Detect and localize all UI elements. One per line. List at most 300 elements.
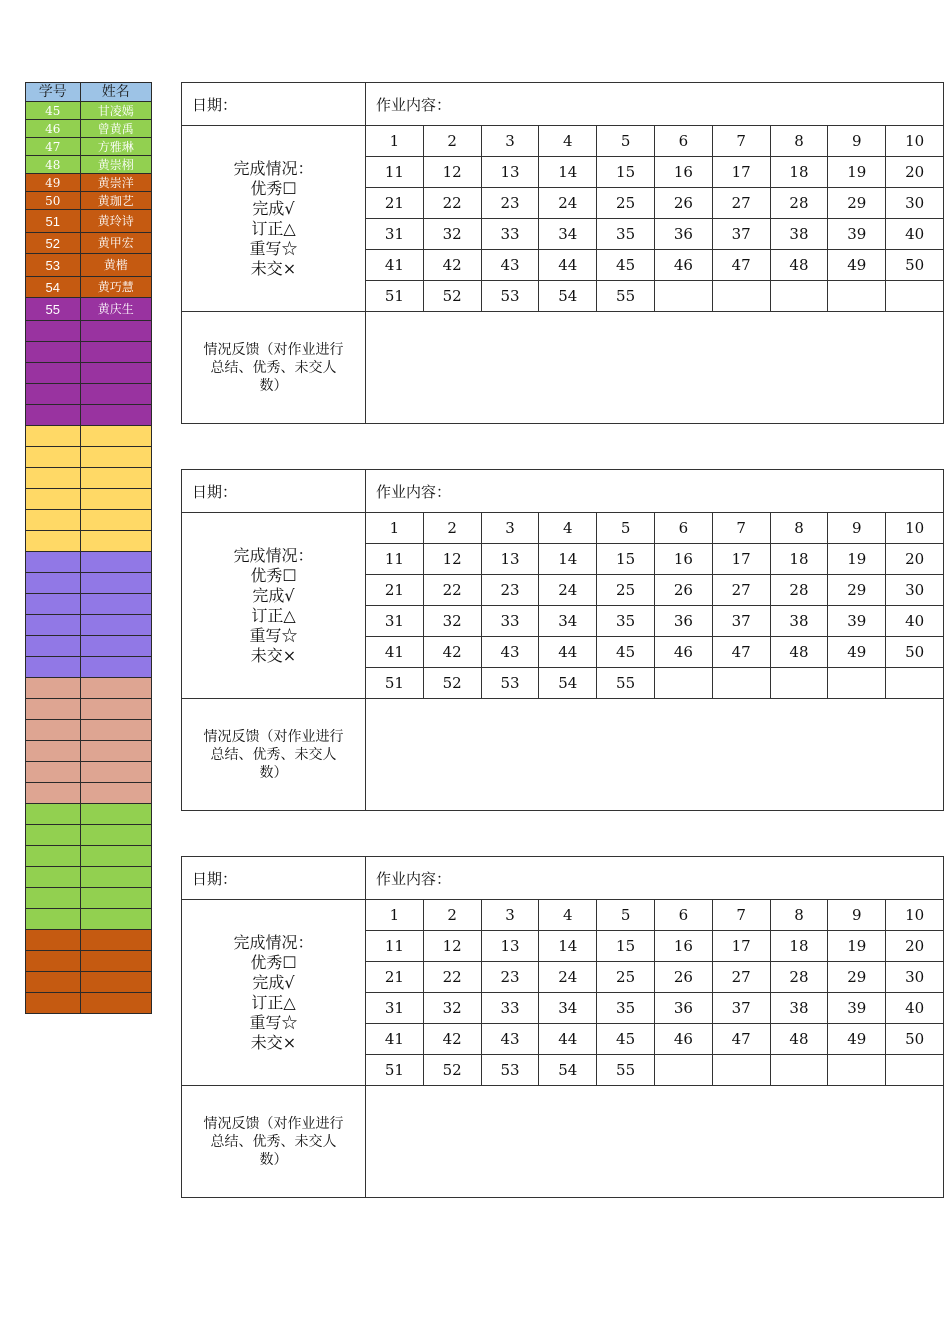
student-number-cell[interactable]: 17 bbox=[712, 157, 770, 188]
student-number-cell[interactable]: 54 bbox=[539, 668, 597, 699]
student-number-cell[interactable]: 12 bbox=[423, 931, 481, 962]
student-number-cell[interactable]: 3 bbox=[481, 900, 539, 931]
student-number-cell[interactable]: 55 bbox=[597, 1055, 655, 1086]
empty-id-cell[interactable] bbox=[26, 825, 81, 846]
feedback-input-area[interactable] bbox=[366, 1086, 944, 1198]
empty-id-cell[interactable] bbox=[26, 510, 81, 531]
student-number-cell[interactable]: 22 bbox=[423, 188, 481, 219]
student-number-cell[interactable]: 35 bbox=[597, 219, 655, 250]
student-number-cell[interactable]: 3 bbox=[481, 126, 539, 157]
student-number-cell[interactable]: 38 bbox=[770, 219, 828, 250]
student-number-cell[interactable]: 31 bbox=[366, 219, 424, 250]
student-number-cell[interactable]: 45 bbox=[597, 1024, 655, 1055]
student-number-cell[interactable]: 54 bbox=[539, 281, 597, 312]
student-number-cell[interactable]: 6 bbox=[654, 126, 712, 157]
student-number-cell[interactable]: 47 bbox=[712, 250, 770, 281]
student-number-cell[interactable]: 15 bbox=[597, 157, 655, 188]
student-number-cell[interactable]: 18 bbox=[770, 931, 828, 962]
student-number-cell[interactable]: 51 bbox=[366, 668, 424, 699]
roster-empty-row[interactable] bbox=[26, 846, 152, 867]
empty-id-cell[interactable] bbox=[26, 762, 81, 783]
roster-empty-row[interactable] bbox=[26, 636, 152, 657]
student-number-cell[interactable]: 53 bbox=[481, 1055, 539, 1086]
roster-empty-row[interactable] bbox=[26, 951, 152, 972]
roster-empty-row[interactable] bbox=[26, 405, 152, 426]
empty-id-cell[interactable] bbox=[26, 867, 81, 888]
student-number-cell[interactable]: 21 bbox=[366, 575, 424, 606]
roster-row[interactable] bbox=[26, 277, 152, 298]
student-number-cell[interactable]: 39 bbox=[828, 993, 886, 1024]
empty-name-cell[interactable] bbox=[80, 657, 151, 678]
roster-empty-row[interactable] bbox=[26, 342, 152, 363]
student-number-cell[interactable]: 1 bbox=[366, 513, 424, 544]
empty-name-cell[interactable] bbox=[80, 993, 151, 1014]
student-number-cell[interactable]: 2 bbox=[423, 900, 481, 931]
student-number-cell[interactable]: 27 bbox=[712, 575, 770, 606]
student-number-cell[interactable]: 21 bbox=[366, 962, 424, 993]
roster-empty-row[interactable] bbox=[26, 972, 152, 993]
student-number-cell[interactable]: 7 bbox=[712, 513, 770, 544]
student-number-cell[interactable]: 26 bbox=[654, 575, 712, 606]
student-number-cell[interactable]: 23 bbox=[481, 575, 539, 606]
empty-id-cell[interactable] bbox=[26, 573, 81, 594]
empty-name-cell[interactable] bbox=[80, 342, 151, 363]
student-number-cell[interactable]: 50 bbox=[886, 250, 944, 281]
empty-id-cell[interactable] bbox=[26, 951, 81, 972]
roster-empty-row[interactable] bbox=[26, 783, 152, 804]
empty-id-cell[interactable] bbox=[26, 552, 81, 573]
empty-number-cell[interactable] bbox=[828, 1055, 886, 1086]
roster-row[interactable] bbox=[26, 102, 152, 120]
empty-name-cell[interactable] bbox=[80, 426, 151, 447]
empty-id-cell[interactable] bbox=[26, 930, 81, 951]
student-number-cell[interactable]: 23 bbox=[481, 188, 539, 219]
student-number-cell[interactable]: 22 bbox=[423, 575, 481, 606]
student-number-cell[interactable]: 31 bbox=[366, 606, 424, 637]
student-number-cell[interactable]: 26 bbox=[654, 188, 712, 219]
empty-id-cell[interactable] bbox=[26, 699, 81, 720]
empty-name-cell[interactable] bbox=[80, 636, 151, 657]
student-number-cell[interactable]: 5 bbox=[597, 900, 655, 931]
student-number-cell[interactable]: 44 bbox=[539, 250, 597, 281]
empty-id-cell[interactable] bbox=[26, 615, 81, 636]
student-number-cell[interactable]: 36 bbox=[654, 219, 712, 250]
empty-name-cell[interactable] bbox=[80, 573, 151, 594]
student-number-cell[interactable]: 43 bbox=[481, 1024, 539, 1055]
date-field[interactable] bbox=[182, 83, 366, 126]
student-number-cell[interactable]: 48 bbox=[770, 1024, 828, 1055]
roster-empty-row[interactable] bbox=[26, 867, 152, 888]
empty-id-cell[interactable] bbox=[26, 468, 81, 489]
student-number-cell[interactable]: 29 bbox=[828, 188, 886, 219]
date-field[interactable] bbox=[182, 470, 366, 513]
student-number-cell[interactable]: 39 bbox=[828, 219, 886, 250]
roster-empty-row[interactable] bbox=[26, 321, 152, 342]
roster-empty-row[interactable] bbox=[26, 762, 152, 783]
student-number-cell[interactable]: 1 bbox=[366, 900, 424, 931]
empty-id-cell[interactable] bbox=[26, 657, 81, 678]
empty-name-cell[interactable] bbox=[80, 930, 151, 951]
empty-name-cell[interactable] bbox=[80, 909, 151, 930]
student-number-cell[interactable]: 47 bbox=[712, 1024, 770, 1055]
roster-row[interactable] bbox=[26, 138, 152, 156]
student-number-cell[interactable]: 9 bbox=[828, 126, 886, 157]
empty-name-cell[interactable] bbox=[80, 615, 151, 636]
student-number-cell[interactable]: 38 bbox=[770, 606, 828, 637]
empty-id-cell[interactable] bbox=[26, 405, 81, 426]
empty-name-cell[interactable] bbox=[80, 678, 151, 699]
student-number-cell[interactable]: 8 bbox=[770, 513, 828, 544]
empty-id-cell[interactable] bbox=[26, 447, 81, 468]
empty-id-cell[interactable] bbox=[26, 741, 81, 762]
roster-empty-row[interactable] bbox=[26, 930, 152, 951]
empty-number-cell[interactable] bbox=[828, 281, 886, 312]
student-number-cell[interactable]: 18 bbox=[770, 544, 828, 575]
student-number-cell[interactable]: 39 bbox=[828, 606, 886, 637]
student-number-cell[interactable]: 28 bbox=[770, 188, 828, 219]
student-number-cell[interactable]: 27 bbox=[712, 188, 770, 219]
student-number-cell[interactable]: 9 bbox=[828, 900, 886, 931]
student-number-cell[interactable]: 53 bbox=[481, 281, 539, 312]
student-number-cell[interactable]: 47 bbox=[712, 637, 770, 668]
student-number-cell[interactable]: 42 bbox=[423, 1024, 481, 1055]
empty-id-cell[interactable] bbox=[26, 363, 81, 384]
roster-empty-row[interactable] bbox=[26, 741, 152, 762]
student-number-cell[interactable]: 52 bbox=[423, 668, 481, 699]
student-number-cell[interactable]: 14 bbox=[539, 157, 597, 188]
empty-name-cell[interactable] bbox=[80, 825, 151, 846]
student-number-cell[interactable]: 12 bbox=[423, 544, 481, 575]
student-number-cell[interactable]: 24 bbox=[539, 962, 597, 993]
student-number-cell[interactable]: 49 bbox=[828, 1024, 886, 1055]
student-number-cell[interactable]: 55 bbox=[597, 668, 655, 699]
empty-id-cell[interactable] bbox=[26, 531, 81, 552]
student-number-cell[interactable]: 28 bbox=[770, 962, 828, 993]
student-number-cell[interactable]: 4 bbox=[539, 126, 597, 157]
student-number-cell[interactable]: 41 bbox=[366, 250, 424, 281]
student-number-cell[interactable]: 25 bbox=[597, 188, 655, 219]
student-number-cell[interactable]: 14 bbox=[539, 544, 597, 575]
roster-empty-row[interactable] bbox=[26, 678, 152, 699]
student-number-cell[interactable]: 25 bbox=[597, 575, 655, 606]
student-number-cell[interactable]: 44 bbox=[539, 637, 597, 668]
student-number-cell[interactable]: 2 bbox=[423, 126, 481, 157]
empty-name-cell[interactable] bbox=[80, 489, 151, 510]
student-number-cell[interactable]: 19 bbox=[828, 544, 886, 575]
student-number-cell[interactable]: 31 bbox=[366, 993, 424, 1024]
student-number-cell[interactable]: 54 bbox=[539, 1055, 597, 1086]
student-number-cell[interactable]: 4 bbox=[539, 900, 597, 931]
student-number-cell[interactable]: 20 bbox=[886, 544, 944, 575]
roster-empty-row[interactable] bbox=[26, 657, 152, 678]
student-number-cell[interactable]: 16 bbox=[654, 544, 712, 575]
student-number-cell[interactable]: 22 bbox=[423, 962, 481, 993]
empty-name-cell[interactable] bbox=[80, 804, 151, 825]
student-number-cell[interactable]: 16 bbox=[654, 157, 712, 188]
student-number-cell[interactable]: 15 bbox=[597, 544, 655, 575]
student-number-cell[interactable]: 12 bbox=[423, 157, 481, 188]
homework-content-field[interactable] bbox=[366, 83, 944, 126]
empty-id-cell[interactable] bbox=[26, 342, 81, 363]
empty-id-cell[interactable] bbox=[26, 846, 81, 867]
empty-name-cell[interactable] bbox=[80, 720, 151, 741]
roster-row[interactable] bbox=[26, 120, 152, 138]
student-number-cell[interactable]: 10 bbox=[886, 513, 944, 544]
student-number-cell[interactable]: 13 bbox=[481, 544, 539, 575]
student-number-cell[interactable]: 50 bbox=[886, 1024, 944, 1055]
student-number-cell[interactable]: 34 bbox=[539, 606, 597, 637]
student-number-cell[interactable]: 8 bbox=[770, 126, 828, 157]
empty-name-cell[interactable] bbox=[80, 321, 151, 342]
empty-name-cell[interactable] bbox=[80, 552, 151, 573]
student-number-cell[interactable]: 44 bbox=[539, 1024, 597, 1055]
student-number-cell[interactable]: 48 bbox=[770, 250, 828, 281]
roster-empty-row[interactable] bbox=[26, 825, 152, 846]
empty-id-cell[interactable] bbox=[26, 384, 81, 405]
empty-id-cell[interactable] bbox=[26, 489, 81, 510]
empty-name-cell[interactable] bbox=[80, 972, 151, 993]
roster-row[interactable] bbox=[26, 298, 152, 321]
student-number-cell[interactable]: 13 bbox=[481, 157, 539, 188]
student-number-cell[interactable]: 33 bbox=[481, 993, 539, 1024]
empty-id-cell[interactable] bbox=[26, 804, 81, 825]
empty-id-cell[interactable] bbox=[26, 594, 81, 615]
student-number-cell[interactable]: 24 bbox=[539, 575, 597, 606]
student-number-cell[interactable]: 30 bbox=[886, 575, 944, 606]
student-number-cell[interactable]: 14 bbox=[539, 931, 597, 962]
student-number-cell[interactable]: 55 bbox=[597, 281, 655, 312]
student-number-cell[interactable]: 33 bbox=[481, 606, 539, 637]
student-number-cell[interactable]: 2 bbox=[423, 513, 481, 544]
student-number-cell[interactable]: 1 bbox=[366, 126, 424, 157]
roster-row[interactable] bbox=[26, 156, 152, 174]
student-number-cell[interactable]: 32 bbox=[423, 993, 481, 1024]
student-number-cell[interactable]: 5 bbox=[597, 126, 655, 157]
empty-name-cell[interactable] bbox=[80, 531, 151, 552]
student-number-cell[interactable]: 8 bbox=[770, 900, 828, 931]
empty-id-cell[interactable] bbox=[26, 678, 81, 699]
date-field[interactable] bbox=[182, 857, 366, 900]
student-number-cell[interactable]: 36 bbox=[654, 606, 712, 637]
student-number-cell[interactable]: 5 bbox=[597, 513, 655, 544]
student-number-cell[interactable]: 6 bbox=[654, 900, 712, 931]
student-number-cell[interactable]: 52 bbox=[423, 281, 481, 312]
student-number-cell[interactable]: 10 bbox=[886, 900, 944, 931]
empty-name-cell[interactable] bbox=[80, 888, 151, 909]
student-number-cell[interactable]: 7 bbox=[712, 900, 770, 931]
student-number-cell[interactable]: 17 bbox=[712, 931, 770, 962]
empty-id-cell[interactable] bbox=[26, 636, 81, 657]
student-number-cell[interactable]: 16 bbox=[654, 931, 712, 962]
student-number-cell[interactable]: 30 bbox=[886, 188, 944, 219]
roster-row[interactable] bbox=[26, 233, 152, 254]
student-number-cell[interactable]: 9 bbox=[828, 513, 886, 544]
student-number-cell[interactable]: 36 bbox=[654, 993, 712, 1024]
student-number-cell[interactable]: 40 bbox=[886, 606, 944, 637]
roster-empty-row[interactable] bbox=[26, 552, 152, 573]
number-row bbox=[182, 513, 944, 544]
roster-empty-row[interactable] bbox=[26, 363, 152, 384]
student-number-cell[interactable]: 40 bbox=[886, 219, 944, 250]
feedback-input-area[interactable] bbox=[366, 312, 944, 424]
empty-number-cell[interactable] bbox=[770, 281, 828, 312]
roster-empty-row[interactable] bbox=[26, 720, 152, 741]
roster-row[interactable] bbox=[26, 254, 152, 277]
student-number-cell[interactable]: 33 bbox=[481, 219, 539, 250]
empty-number-cell[interactable] bbox=[712, 281, 770, 312]
roster-empty-row[interactable] bbox=[26, 888, 152, 909]
empty-name-cell[interactable] bbox=[80, 699, 151, 720]
student-number-cell[interactable]: 32 bbox=[423, 606, 481, 637]
roster-empty-row[interactable] bbox=[26, 489, 152, 510]
empty-number-cell[interactable] bbox=[770, 1055, 828, 1086]
student-number-cell[interactable]: 37 bbox=[712, 219, 770, 250]
homework-content-field[interactable] bbox=[366, 470, 944, 513]
student-number-cell[interactable]: 19 bbox=[828, 931, 886, 962]
student-number-cell[interactable]: 17 bbox=[712, 544, 770, 575]
empty-id-cell[interactable] bbox=[26, 993, 81, 1014]
roster-row[interactable] bbox=[26, 192, 152, 210]
empty-number-cell[interactable] bbox=[886, 1055, 944, 1086]
student-number-cell[interactable]: 6 bbox=[654, 513, 712, 544]
student-number-cell[interactable]: 49 bbox=[828, 637, 886, 668]
roster-empty-row[interactable] bbox=[26, 804, 152, 825]
empty-name-cell[interactable] bbox=[80, 510, 151, 531]
student-number-cell[interactable]: 29 bbox=[828, 962, 886, 993]
student-number-cell[interactable]: 15 bbox=[597, 931, 655, 962]
student-number-cell[interactable]: 37 bbox=[712, 606, 770, 637]
student-number-cell[interactable]: 13 bbox=[481, 931, 539, 962]
student-number-cell[interactable]: 23 bbox=[481, 962, 539, 993]
roster-empty-row[interactable] bbox=[26, 531, 152, 552]
student-number-cell[interactable]: 32 bbox=[423, 219, 481, 250]
student-number-cell[interactable]: 50 bbox=[886, 637, 944, 668]
empty-name-cell[interactable] bbox=[80, 594, 151, 615]
empty-number-cell[interactable] bbox=[712, 668, 770, 699]
student-number-cell[interactable]: 51 bbox=[366, 1055, 424, 1086]
student-number-cell[interactable]: 42 bbox=[423, 637, 481, 668]
roster-empty-row[interactable] bbox=[26, 384, 152, 405]
student-number-cell[interactable]: 41 bbox=[366, 637, 424, 668]
roster-empty-row[interactable] bbox=[26, 426, 152, 447]
empty-number-cell[interactable] bbox=[886, 281, 944, 312]
empty-number-cell[interactable] bbox=[886, 668, 944, 699]
student-number-cell[interactable]: 24 bbox=[539, 188, 597, 219]
student-number-cell[interactable]: 38 bbox=[770, 993, 828, 1024]
student-number-cell[interactable]: 18 bbox=[770, 157, 828, 188]
student-number-cell[interactable]: 20 bbox=[886, 931, 944, 962]
roster-empty-row[interactable] bbox=[26, 615, 152, 636]
student-number-cell[interactable]: 27 bbox=[712, 962, 770, 993]
empty-number-cell[interactable] bbox=[770, 668, 828, 699]
student-number-cell[interactable]: 40 bbox=[886, 993, 944, 1024]
empty-name-cell[interactable] bbox=[80, 783, 151, 804]
empty-name-cell[interactable] bbox=[80, 384, 151, 405]
student-number-cell[interactable]: 35 bbox=[597, 606, 655, 637]
roster-empty-row[interactable] bbox=[26, 447, 152, 468]
student-number-cell[interactable]: 3 bbox=[481, 513, 539, 544]
student-number-cell[interactable]: 48 bbox=[770, 637, 828, 668]
student-number-cell[interactable]: 37 bbox=[712, 993, 770, 1024]
roster-empty-row[interactable] bbox=[26, 993, 152, 1014]
empty-id-cell[interactable] bbox=[26, 909, 81, 930]
empty-id-cell[interactable] bbox=[26, 888, 81, 909]
empty-number-cell[interactable] bbox=[654, 668, 712, 699]
student-number-cell[interactable]: 29 bbox=[828, 575, 886, 606]
student-number-cell[interactable]: 34 bbox=[539, 993, 597, 1024]
empty-name-cell[interactable] bbox=[80, 468, 151, 489]
empty-id-cell[interactable] bbox=[26, 972, 81, 993]
empty-name-cell[interactable] bbox=[80, 447, 151, 468]
empty-name-cell[interactable] bbox=[80, 846, 151, 867]
student-number-cell[interactable]: 53 bbox=[481, 668, 539, 699]
empty-name-cell[interactable] bbox=[80, 867, 151, 888]
student-number-cell[interactable]: 11 bbox=[366, 157, 424, 188]
empty-id-cell[interactable] bbox=[26, 783, 81, 804]
feedback-input-area[interactable] bbox=[366, 699, 944, 811]
empty-name-cell[interactable] bbox=[80, 405, 151, 426]
student-number-cell[interactable]: 7 bbox=[712, 126, 770, 157]
empty-name-cell[interactable] bbox=[80, 951, 151, 972]
student-number-cell[interactable]: 28 bbox=[770, 575, 828, 606]
empty-number-cell[interactable] bbox=[712, 1055, 770, 1086]
roster-empty-row[interactable] bbox=[26, 909, 152, 930]
student-number-cell[interactable]: 11 bbox=[366, 931, 424, 962]
empty-number-cell[interactable] bbox=[654, 1055, 712, 1086]
empty-id-cell[interactable] bbox=[26, 321, 81, 342]
student-number-cell[interactable]: 43 bbox=[481, 250, 539, 281]
homework-content-field[interactable] bbox=[366, 857, 944, 900]
empty-id-cell[interactable] bbox=[26, 426, 81, 447]
student-number-cell[interactable]: 41 bbox=[366, 1024, 424, 1055]
student-number-cell[interactable]: 11 bbox=[366, 544, 424, 575]
student-number-cell[interactable]: 46 bbox=[654, 637, 712, 668]
empty-name-cell[interactable] bbox=[80, 363, 151, 384]
student-number-cell[interactable]: 46 bbox=[654, 1024, 712, 1055]
student-number-cell[interactable]: 21 bbox=[366, 188, 424, 219]
empty-number-cell[interactable] bbox=[828, 668, 886, 699]
student-number-cell[interactable]: 52 bbox=[423, 1055, 481, 1086]
student-number-cell[interactable]: 42 bbox=[423, 250, 481, 281]
roster-row[interactable] bbox=[26, 210, 152, 233]
roster-empty-row[interactable] bbox=[26, 468, 152, 489]
empty-id-cell[interactable] bbox=[26, 720, 81, 741]
student-number-cell[interactable]: 19 bbox=[828, 157, 886, 188]
roster-empty-row[interactable] bbox=[26, 573, 152, 594]
student-number-cell[interactable]: 4 bbox=[539, 513, 597, 544]
student-number-cell[interactable]: 34 bbox=[539, 219, 597, 250]
student-number-cell[interactable]: 35 bbox=[597, 993, 655, 1024]
student-number-cell[interactable]: 45 bbox=[597, 637, 655, 668]
roster-empty-row[interactable] bbox=[26, 594, 152, 615]
roster-empty-row[interactable] bbox=[26, 699, 152, 720]
student-number-cell[interactable]: 26 bbox=[654, 962, 712, 993]
empty-name-cell[interactable] bbox=[80, 762, 151, 783]
student-number-cell[interactable]: 49 bbox=[828, 250, 886, 281]
empty-name-cell[interactable] bbox=[80, 741, 151, 762]
empty-number-cell[interactable] bbox=[654, 281, 712, 312]
student-number-cell[interactable]: 45 bbox=[597, 250, 655, 281]
roster-empty-row[interactable] bbox=[26, 510, 152, 531]
student-number-cell[interactable]: 20 bbox=[886, 157, 944, 188]
student-number-cell[interactable]: 10 bbox=[886, 126, 944, 157]
student-number-cell[interactable]: 43 bbox=[481, 637, 539, 668]
roster-row[interactable] bbox=[26, 174, 152, 192]
student-number-cell[interactable]: 30 bbox=[886, 962, 944, 993]
student-number-cell[interactable]: 25 bbox=[597, 962, 655, 993]
student-number-cell[interactable]: 51 bbox=[366, 281, 424, 312]
student-number-cell[interactable]: 46 bbox=[654, 250, 712, 281]
